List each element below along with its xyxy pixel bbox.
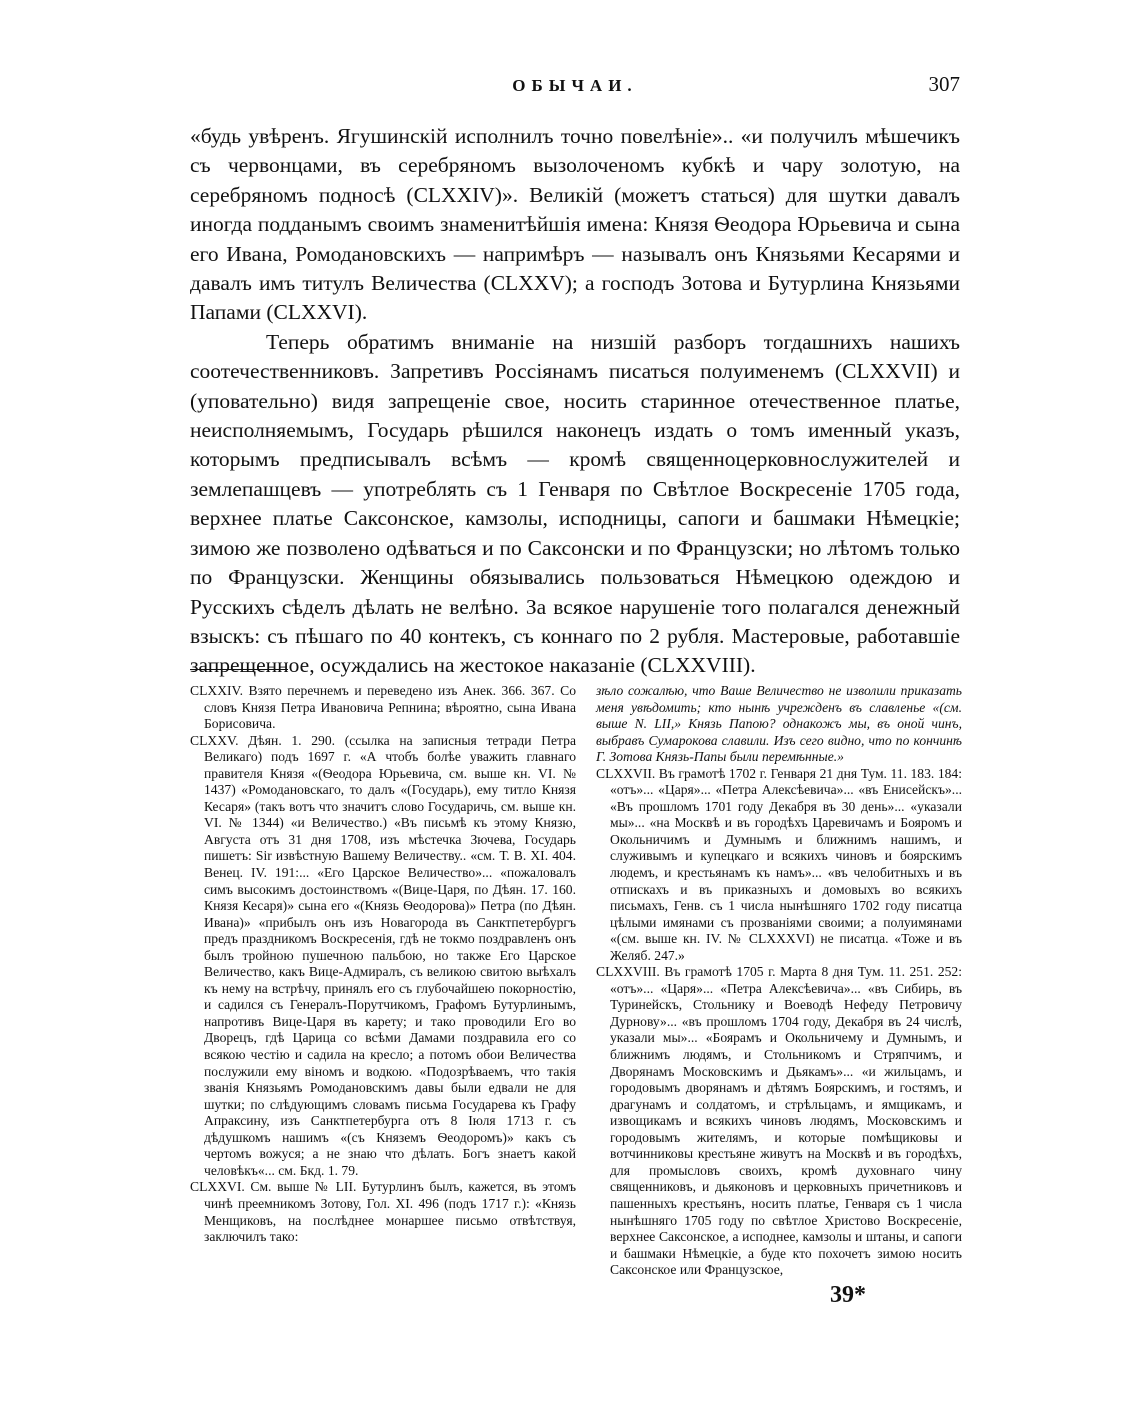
footnotes-left-column [190, 683, 576, 1246]
page-number: 307 [928, 72, 960, 96]
footnote-clxxvi: CLXXVI. См. выше № LII. Бутурлинъ былъ, кажется, въ этомъ чинѣ преемникомъ Зотову, Гол. XI. 496 (подъ 1717 г.): «Князь Менщиковъ, на послѣднее монаршее письмо отвѣтствуя, заключилъ тако: [190, 1179, 576, 1245]
signature-mark: 39* [830, 1282, 866, 1308]
page-header [190, 72, 960, 106]
paragraph-2: Теперь обратимъ вниманіе на низшій разборъ тогдашнихъ нашихъ соотечественниковъ. Запретивъ Россіянамъ писаться полуименемъ (CLXXVII) и (уповательно) видя запрещеніе свое, носить старинное отечественное платье, неисполняемымъ, Государь рѣшился наконецъ издать о томъ именный указъ, которымъ предписывалъ всѣмъ — кромѣ священноцерковнослужителей и землепашцевъ — употреблять съ 1 Генваря по Свѣтлое Воскресеніе 1705 года, верхнее платье Саксонское, камзолы, исподницы, сапоги и башмаки Нѣмецкіе; зимою же позволено одѣваться и по Саксонски и по Французски; но лѣтомъ только по Французски. Женщины обязывались пользоваться Нѣмецкою одеждою и Русскихъ сѣделъ дѣлать не велѣно. За всякое нарушеніе того полагался денежный взыскъ: съ пѣшаго по 40 контекъ, съ коннаго по 2 рубля. Мастеровые, работавшіе запрещенное, осуждались на жестокое наказаніе (CLXXVIII). [190, 329, 960, 678]
running-title: ОБЫЧАИ. [512, 76, 638, 95]
footnote-separator [190, 669, 288, 670]
paragraph-1: «будь увѣренъ. Ягушинскій исполнилъ точно повелѣніе».. «и получилъ мѣшечикъ съ червонцами, въ серебряномъ вызолоченомъ кубкѣ и чару золотую, на серебряномъ подносѣ (CLXXIV)». Великій (можетъ статься) для шутки давалъ иногда подданымъ своимъ знаменитѣйшія имена: Князя Ѳеодора Юрьевича и сына его Ивана, Ромодановскихъ — напримѣръ — называлъ онъ Князьями Кесарями и давалъ имъ титулъ Величества (CLXXV); а господъ Зотова и Бутурлина Князьями Папами (CLXXVI). [190, 124, 960, 325]
footnote-clxxviii: CLXXVIII. Въ грамотѣ 1705 г. Марта 8 дня Тум. 11. 251. 252: «отъ»... «Царя»... «Петра Алексѣевича»... «въ Сибирь, въ Туринейскъ, Стольнику и Воеводѣ Нефеду Петровичу Дурнову»... «въ прошломъ 1704 году, Декабря въ 24 числѣ, указали мы»... «Боярамъ и Окольничему и Думнымъ, и ближнимъ людямъ, и Стольникомъ и Стряпчимъ, и Дворянамъ Московскимъ и Дьякамъ»... «и жильцамъ, и городовымъ дворянамъ и дѣтямъ Боярскимъ, и гостямъ, и драгунамъ и солдатомъ, и стрѣльцамъ, и ямщикамъ, и извощикамъ и всякихъ чиновъ людямъ, Московскимъ и городовымъ жителямъ, и которые помѣщиковы и вотчинниковы крестьяне живутъ на Москвѣ и въ городѣхъ, для промысловъ своихъ, кромѣ духовнаго чину священниковъ, и дьяконовъ и церковныхъ причетниковъ и пашенныхъ крестьянъ, носить платье, Генваря съ 1 числа нынѣшняго 1705 году по свѣтлое Христово Воскресеніе, верхнее Саксонское, а исподнее, камзолы и штаны, и сапоги и башмаки Нѣмецкіе, а буде кто похочетъ зимою носить Саксонское или Французское, [596, 964, 962, 1278]
main-text [190, 122, 960, 681]
footnote-continuation: зѣло сожалѣю, что Ваше Величество не изволили приказать меня увѣдомить; кто нынѣ учрежденъ въ славленье «(см. выше N. LII,» Князь Папою? однакожъ мы, въ оной чинъ, выбравъ Сумарокова славили. Изъ сего видно, что по кончинѣ Г. Зотова Князь-Папы были перемѣнные.» [596, 683, 962, 765]
footnote-clxxv: CLXXV. Дѣян. 1. 290. (ссылка на записныя тетради Петра Великаго) подъ 1697 г. «А чтобъ болѣе уважить главнаго правителя Князя «(Ѳеодора Юрьевича, см. выше кн. VI. № 1437) «Ромодановскаго, то далъ «(Государь), ему титло Князя Кесаря» (такъ вотъ что значитъ слово Государичь, см. выше кн. VI. № 1344) «и Величество.) «Въ письмѣ къ этому Князю, Августа отъ 31 дня 1708, изъ мѣстечка Зючева, Государь пишетъ: Sir извѣстную Вашему Величеству.. «см. Т. В. XI. 404. Венец. IV. 191:... «Его Царское Величество»... «пожаловалъ симъ высокимъ достоинствомъ «(Вице-Царя, по Дѣян. 17. 160. Князя Кесаря)» сына его «(Князь Ѳеодорова)» Петра (по Дѣян. Ивана)» «прибылъ онъ изъ Новагорода въ Санктпетербургъ предъ праздникомъ Воскресенія, гдѣ не токмо поздравленъ онъ былъ тройною пушечною пальбою, но также Его Царское Величество, какъ Вице-Адмиралъ, съ великою свитою выѣхалъ къ нему на встрѣчу, принялъ его съ глубочайшею покорностію, и садился съ Генералъ-Порутчикомъ, Графомъ Бутурлинымъ, напротивъ Вице-Царя въ карету; и тако проводили Его во Дворецъ, гдѣ Царица со всѣми Дамами поздравила его со всякою честію и садила на кресло; а потомъ обои Величества послужили ему віномъ и водкою. «Подозрѣваемъ, что такія званія Князьямъ Ромодановскимъ давы были едвали не для шутки; по слѣдующимъ словамъ письма Государева къ Графу Апраксину, изъ Санктпетербурга отъ 8 Іюля 1713 г. съ дѣдушкомъ нашимъ «(съ Княземъ Ѳеодоромъ)» какъ съ чертомъ вожуся; а не знаю что дѣлать. Богъ знаетъ какой человѣкъ«... см. Бкд. 1. 79. [190, 732, 576, 1178]
footnote-clxxiv: CLXXIV. Взято перечнемъ и переведено изъ Анек. 366. 367. Со словъ Князя Петра Ивановича Репнина; вѣроятно, сына Ивана Борисовича. [190, 683, 576, 732]
footnotes-right-column [596, 683, 962, 1279]
footnote-clxxvii: CLXXVII. Въ грамотѣ 1702 г. Генваря 21 дня Тум. 11. 183. 184: «отъ»... «Царя»... «Петра Алексѣевича»... «въ Енисейскъ»... «Въ прошломъ 1701 году Декабря въ 30 день»... «указали мы»... «на Москвѣ и въ городѣхъ Царевичамъ и Бояромъ и Окольничимъ и Думнымъ и ближнимъ нашимъ, и служивымъ и купецкаго и всякихъ чиновъ и боярскимъ людемъ, и крестьянамъ къ намъ»... «въ челобитныхъ и въ отпискахъ и въ приказныхъ и домовыхъ во всякихъ письмахъ, Генв. съ 1 числа нынѣшняго 1702 году писатца цѣлыми имянами съ прозваніями своими; а полуимянами «(см. выше кн. IV. № CLXXXVI) не писатца. «Тоже и въ Желяб. 247.» [596, 765, 962, 963]
